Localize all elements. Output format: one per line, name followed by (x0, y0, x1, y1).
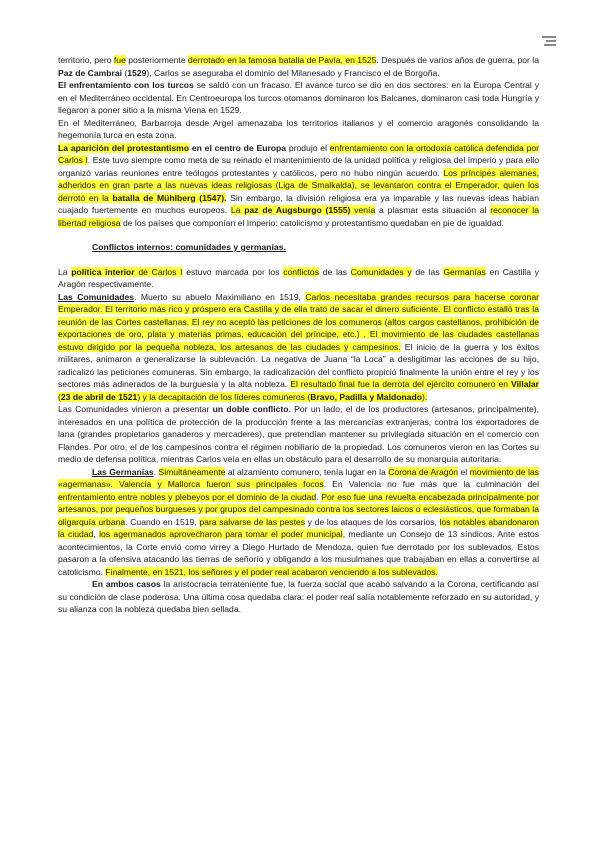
highlighted-text: fue (113, 55, 126, 65)
highlighted-text: Simultáneamente (158, 466, 226, 477)
highlighted-text: ( (58, 391, 61, 402)
paragraph (58, 291, 539, 404)
highlighted-text: Por eso fue una revuelta encabezada principalmente por artesanos, por pequeños burgueses y por grupos del campesinado contra los sectores laicos o eclesiásticos, que formaban la oligarquía urbana (58, 491, 539, 527)
document-page (58, 54, 539, 616)
text-run: al alzamiento comunero, tenía lugar en la (225, 466, 389, 477)
text-run: . Este tuvo siempre como meta de su reinado el mantenimiento de la unidad política y religiosa del Imperio y para ello organizó varias reuniones entre teólogos protestantes y católicos, pero no hubo ningún acuerdo. (58, 155, 539, 178)
highlighted-text: Los príncipes alemanes, adheridos en gran parte a las nuevas ideas religiosas (Liga de Smalkalda), se levantaron contra el Emperador, quien los derrotó en la (58, 167, 539, 203)
text-run: se saldó con un fracaso. El avance turco se dio en dos sectores: en la Europa Central y en el Mediterráneo occidental. En Centroeuropa los turcos otomanos dominaron los Balcanes, dominaron casi toda Hungría y llegaron a poner sitio a la misma Viena en 1529. (58, 80, 540, 115)
paragraph (58, 403, 539, 466)
text-run: produjo el (286, 142, 330, 153)
text-run: posteriormente (125, 55, 189, 65)
text-run: Sin embargo, la división religiosa era ya imparable y las nuevas ideas habían cuajado fuertemente en muchos europeos. (58, 192, 539, 215)
highlighted-text: ) y la decapitación de los líderes comuneros ( (137, 391, 311, 402)
text-run: En el Mediterráneo, Barbarroja desde Argel amenazaba los territorios italianos y el comercio aragonés consolidando la hegemonía turca en esta zona. (58, 117, 539, 140)
text-run: En ambos casos (92, 579, 161, 589)
text-run: en el centro de Europa (189, 142, 287, 153)
text-run: , mediante un Consejo de 13 síndicos. Ante estos acontecimientos, la Corte envió como virrey a Diego Hurtado de Mendoza, quien fue derrotado por los sublevados. Estos pasaron a la ofensiva atacando las tierras de señorío y obligando a los musulmanes que trabajaban en ellas a convertirse al catolicismo. (58, 529, 539, 577)
highlighted-text: El resultado final fue la derrota del ejército comunero en (290, 379, 511, 389)
highlighted-text: Carlos necesitaba grandes recursos para hacerse coronar Emperador. El territorio más rico y próspero era Castilla y de ella trató de sacar el dinero suficiente. El conflicto estalló tras la reunión de las Cortes castellanas. El rey no aceptó las peticiones de los comuneros (altos cargos castellanos, prohibición de exportaciones de oro, plata y materias primas, educación del príncipe, etc.) . El movimiento de las ciudades castellanas estuvo dirigido por la pequeña nobleza, los artesanos de las ciudades y campesinos. (58, 291, 539, 352)
highlighted-text: Bravo, Padilla y Maldonado (310, 391, 422, 402)
highlighted-text: 23 de abril de 1521 (60, 391, 138, 402)
text-run: 1529 (127, 67, 147, 78)
highlighted-text: enfrentamiento con la ortodoxia católica defendida por Carlos I (58, 142, 539, 165)
text-run: , (93, 529, 100, 539)
highlighted-text: los notables abandonaron la ciudad (58, 516, 539, 539)
section-internal-conflicts (58, 266, 539, 616)
text-run: de las (411, 266, 444, 277)
text-run: La (58, 266, 72, 277)
highlighted-text: Finalmente, en 1521, los señores y el poder real acabaron venciendo a los sublevados. (105, 566, 438, 577)
highlighted-text: reconocer la libertad religiosa (58, 205, 539, 228)
highlighted-text: venía (350, 205, 376, 215)
menu-icon[interactable] (542, 36, 556, 48)
highlighted-text: de Carlos I (134, 266, 183, 277)
text-run: de las (319, 266, 351, 277)
section-heading: Conflictos internos: comunidades y germanías. (92, 242, 286, 252)
highlighted-text: política interior (71, 266, 135, 277)
highlighted-text: conflictos (283, 266, 320, 277)
highlighted-text: Villalar (510, 379, 539, 389)
highlighted-text: movimiento de las «agermanas». Valencia y Mallorca fueron sus principales focos (58, 466, 539, 489)
highlighted-text: La (230, 205, 245, 215)
text-run: . Cuando en 1519, (125, 516, 200, 527)
highlighted-text: derrotado en la famosa batalla de Pavía, en 1525 (188, 55, 377, 65)
text-run: a plasmar esta situación al (375, 205, 491, 215)
text-run: El enfrentamiento con los turcos (58, 80, 194, 90)
text-run: Las Comunidades vinieron a presentar (58, 404, 213, 414)
text-run: . En Valencia no fue más que la culminación del (323, 479, 539, 489)
text-run: y de los ataques de los corsarios, (305, 516, 440, 527)
highlighted-text: ). (421, 391, 428, 402)
text-run: estuvo marcada por los (182, 266, 284, 277)
text-run: . Después de varios años de guerra, por la (376, 55, 539, 65)
highlighted-text: aparición del protestantismo (70, 142, 190, 153)
text-run: territorio, pero (58, 55, 114, 65)
paragraph (58, 578, 539, 616)
text-run: un doble conflicto (212, 404, 289, 414)
text-run: Las Germanías (92, 466, 154, 477)
highlighted-text: para salvarse de las pestes (199, 516, 306, 527)
text-run: de los países que componían el Imperio: catolicismo y protestantismo quedaban en pie de igualdad. (120, 217, 504, 228)
highlighted-text: paz de Augsburgo (1555) (244, 205, 351, 215)
text-run: en Castilla y Aragón respectivamente. (58, 266, 539, 289)
text-run: . Muerto su abuelo Maximiliano en 1519, (134, 291, 306, 302)
text-run: Las Comunidades (58, 291, 135, 302)
text-run: . (153, 466, 159, 477)
text-run: ), Carlos se aseguraba el dominio del Milanesado y Francisco el de Borgoña. (146, 67, 440, 78)
paragraph (58, 79, 539, 117)
text-run: . Por un lado, el de los productores (artesanos, principalmente), interesados en una política de protección de la producción frente a las mercancías extranjeras, contra los exportadores de lana (grandes propietarios ganaderos y mercaderes), que pretendían mantener su privilegiada situación en el comercio con Flandes. Por otro, el de los campesinos contra el régimen nobiliario de la propiedad. Los comuneros vieron en las Cortes su medio de defensa política, mientras Carlos veía en ellas un obstáculo para el desarrollo de su monarquía autoritaria. (58, 404, 539, 464)
text-run: El inicio de la guerra y los éxitos militares, animaron a generalizarse la sublevación. La negativa de Juana “la Loca” a desligitimar las acciones de su hijo, radicalizó las peticiones comuneras. Sin embargo, la radicalización del conflicto propició finalmente la unión entre el rey y los sectores más adinerados de la burguesía y la alta nobleza. (58, 341, 539, 389)
paragraph (58, 117, 539, 142)
paragraph (58, 142, 539, 230)
paragraph (58, 466, 539, 579)
text-run: el (458, 466, 470, 477)
section-external-conflicts (58, 54, 539, 229)
highlighted-text: Germanías (443, 266, 486, 277)
text-run: ( (122, 67, 128, 78)
highlighted-text: batalla de Mühlberg (1547). (112, 192, 227, 203)
text-run: la aristocracia terrateniente fue, la fuerza social que acabó salvando a la Corona, certificando así su condición de clase poderosa. Una última cosa quedaba clara: el poder real salía notablemente reforzado en su autoridad, y su alianza con la nobleza quedaba bien sellada. (58, 579, 539, 614)
highlighted-text: los agermanados aprovecharon para tomar el poder municipal (99, 529, 343, 539)
highlighted-text: Corona de Aragón (388, 466, 459, 477)
highlighted-text: La (58, 142, 71, 153)
text-run: . (316, 491, 322, 502)
paragraph (58, 54, 539, 79)
paragraph (58, 266, 539, 291)
text-run: Paz de Cambrai (58, 67, 122, 78)
highlighted-text: enfrentamiento entre nobles y plebeyos por el dominio de la ciudad (58, 491, 317, 502)
highlighted-text: Comunidades y (350, 266, 412, 277)
